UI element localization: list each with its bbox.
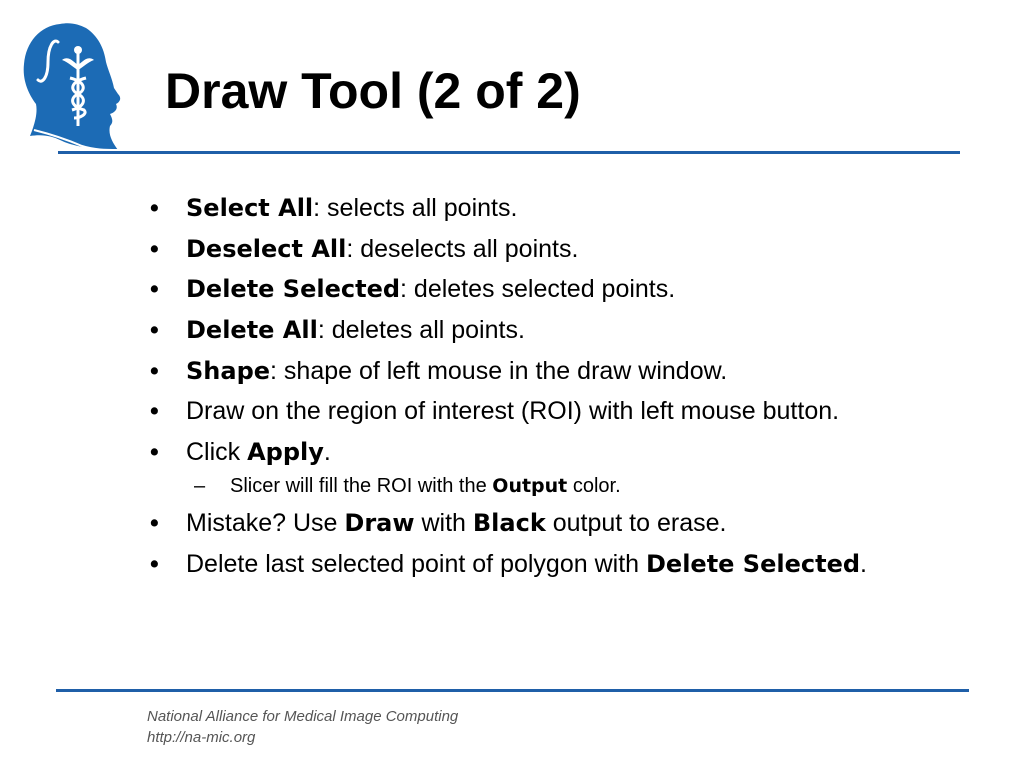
bullet-item-delete-last <box>150 548 950 581</box>
bullet-icon: • <box>150 356 159 385</box>
sub-bullet-text: color. <box>567 474 621 497</box>
bullet-item-click-apply <box>150 436 950 469</box>
sub-bullet-label: Output <box>492 474 568 497</box>
footer-organization: National Alliance for Medical Image Computing <box>147 708 459 725</box>
bullet-icon: • <box>150 316 159 345</box>
bullet-label: Apply <box>247 438 324 467</box>
bullet-icon: • <box>150 275 159 304</box>
bullet-icon: • <box>150 438 159 467</box>
bullet-label: Shape <box>186 356 271 385</box>
bullet-text: : deselects all points. <box>346 234 579 263</box>
dash-icon: – <box>194 474 206 497</box>
bullet-text: with <box>414 508 473 537</box>
bullet-item-shape <box>150 355 950 388</box>
bullet-label: Delete Selected <box>646 549 861 578</box>
footer-url: http://na-mic.org <box>147 729 256 746</box>
bullet-text: : selects all points. <box>313 194 518 222</box>
bullet-item-select-all <box>150 192 950 225</box>
bullet-text: . <box>323 438 331 467</box>
bullet-text: : deletes selected points. <box>400 275 676 304</box>
bullet-label: Draw <box>344 508 415 537</box>
slicer-logo-icon <box>22 22 126 152</box>
bullet-text: Click <box>186 438 248 467</box>
footer <box>147 706 458 748</box>
sub-bullet-item-output <box>150 473 950 499</box>
bullet-text: Draw on the region of interest (ROI) with left mouse button. <box>186 397 840 426</box>
bullet-icon: • <box>150 549 159 578</box>
bullet-icon: • <box>150 508 159 537</box>
footer-divider <box>56 689 969 692</box>
title-divider <box>58 151 960 154</box>
bullet-label: Deselect All <box>186 234 347 263</box>
slide-title: Draw Tool (2 of 2) <box>165 63 581 119</box>
bullet-label: Delete Selected <box>186 275 401 304</box>
bullet-text: : deletes all points. <box>317 316 525 345</box>
bullet-icon: • <box>150 194 159 222</box>
bullet-text: output to erase. <box>545 508 727 537</box>
bullet-text: Delete last selected point of polygon with <box>186 549 646 578</box>
bullet-label: Select All <box>186 194 314 222</box>
bullet-text: Mistake? Use <box>186 508 345 537</box>
bullet-label: Delete All <box>186 316 318 345</box>
bullet-text: : shape of left mouse in the draw window. <box>270 356 728 385</box>
bullet-item-mistake <box>150 507 950 540</box>
bullet-item-draw-roi <box>150 395 950 428</box>
bullet-item-deselect-all <box>150 233 950 266</box>
bullet-label: Black <box>472 508 546 537</box>
bullet-icon: • <box>150 397 159 426</box>
bullet-item-delete-selected <box>150 273 950 306</box>
sub-bullet-text: Slicer will fill the ROI with the <box>230 474 493 497</box>
bullet-icon: • <box>150 234 159 263</box>
bullet-item-delete-all <box>150 314 950 347</box>
bullet-text: . <box>860 549 867 578</box>
bullet-list <box>150 192 950 588</box>
